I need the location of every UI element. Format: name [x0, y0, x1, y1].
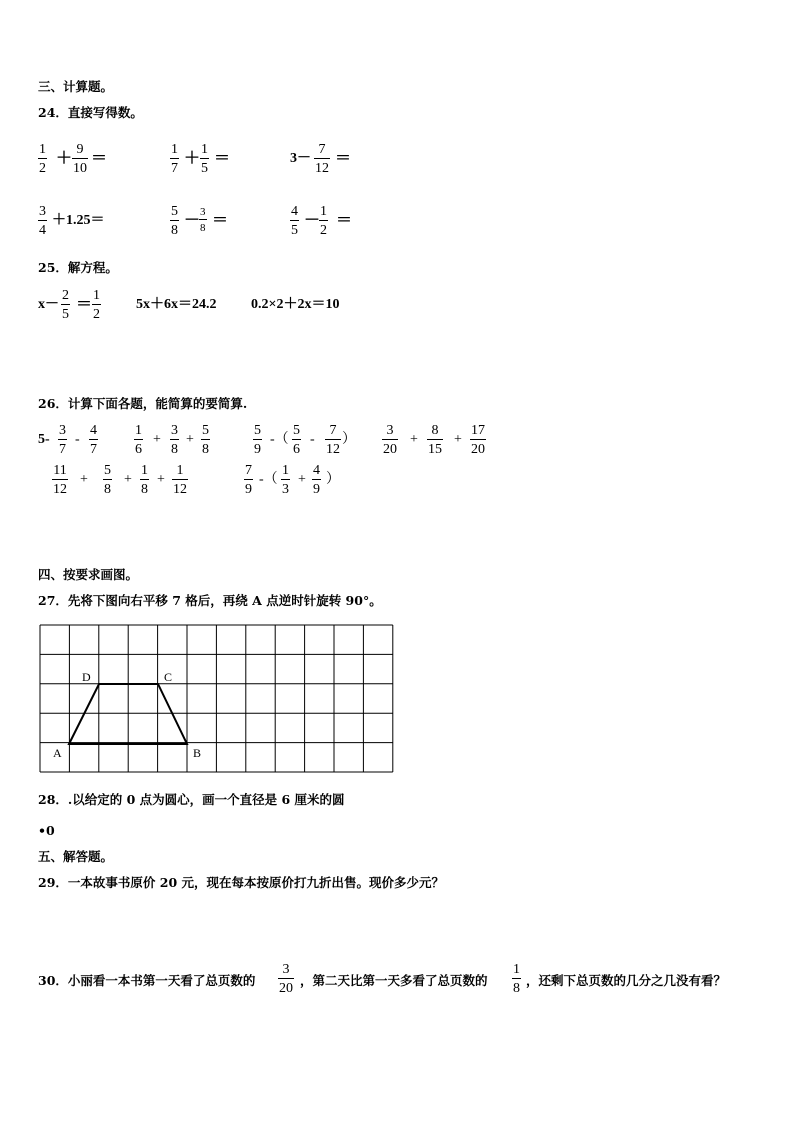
- operator: -: [310, 432, 315, 447]
- operator: +: [80, 472, 88, 487]
- vertex-label-a: A: [53, 746, 62, 760]
- fraction: 1 7: [171, 142, 178, 176]
- section-5-title: 五、解答题。: [38, 849, 114, 864]
- equals: ＝: [336, 212, 353, 229]
- fraction: 4 5: [291, 204, 298, 238]
- grid: [40, 625, 393, 772]
- fraction: 7 12: [315, 142, 329, 176]
- fraction: 7 12: [326, 423, 340, 457]
- fraction: 9 10: [73, 142, 87, 176]
- q28-title: 28．.以给定的 0 点为圆心，画一个直径是 6 厘米的圆: [38, 792, 345, 807]
- operator: +: [410, 432, 418, 447]
- fraction: 17 20: [471, 423, 485, 457]
- equals: ＝: [335, 150, 352, 167]
- operator: +: [157, 472, 165, 487]
- fraction: 1 12: [173, 463, 187, 497]
- fraction: 1 2: [39, 142, 46, 176]
- vertex-label-c: C: [164, 670, 173, 684]
- fraction: 8 15: [428, 423, 442, 457]
- operator: ＋: [56, 150, 73, 167]
- q24-title: 24．直接写得数。: [38, 105, 143, 120]
- fraction: 4 7: [90, 423, 97, 457]
- fraction: 1 8: [513, 962, 520, 996]
- fraction: 1 5: [201, 142, 208, 176]
- fraction: 3 20: [279, 962, 293, 996]
- q30-text-3: ，还剩下总页数的几分之几没有看？: [526, 973, 727, 988]
- operator: -（: [270, 432, 289, 447]
- operator: -: [75, 432, 80, 447]
- fraction: 3 8: [171, 423, 178, 457]
- operator: +: [186, 432, 194, 447]
- q25-equation-2: 5x＋6x＝24.2: [136, 297, 217, 312]
- fraction: 1 8: [141, 463, 148, 497]
- operator: +: [298, 472, 306, 487]
- fraction: 4 9: [313, 463, 320, 497]
- fraction: 1 6: [135, 423, 142, 457]
- fraction: 3 7: [59, 423, 66, 457]
- operator: -（: [259, 472, 278, 487]
- expression-rest: ＋1.25＝: [52, 213, 105, 228]
- section-3-title: 三、计算题。: [38, 79, 114, 94]
- q29-title: 29．一本故事书原价 20 元，现在每本按原价打九折出售。现价多少元？: [38, 875, 444, 890]
- fraction: 2 5: [62, 288, 69, 322]
- expression-prefix: 5-: [38, 432, 50, 447]
- operator: +: [124, 472, 132, 487]
- fraction-small: 3 8: [200, 206, 206, 234]
- vertex-label-d: D: [82, 670, 91, 684]
- expression-prefix: x－: [38, 297, 59, 312]
- operator: +: [454, 432, 462, 447]
- q30-text-1: 30．小丽看一本书第一天看了总页数的: [38, 973, 256, 988]
- operator: ＋: [184, 150, 201, 167]
- section-4-title: 四、按要求画图。: [38, 567, 139, 582]
- fraction: 5 6: [293, 423, 300, 457]
- operator: －: [304, 212, 321, 229]
- equals: ＝: [76, 296, 93, 313]
- fraction: 7 9: [245, 463, 252, 497]
- fraction: 1 2: [93, 288, 100, 322]
- equals: ＝: [214, 150, 231, 167]
- paren-close: ）: [342, 432, 356, 447]
- equals: ＝: [91, 150, 108, 167]
- fraction: 1 3: [282, 463, 289, 497]
- operator: －: [184, 212, 201, 229]
- equals: ＝: [212, 212, 229, 229]
- fraction: 5 8: [104, 463, 111, 497]
- fraction: 3 4: [39, 204, 46, 238]
- q25-equation-3: 0.2×2＋2x＝10: [251, 297, 340, 312]
- fraction: 11 12: [53, 463, 67, 497]
- q25-title: 25．解方程。: [38, 260, 118, 275]
- fraction: 5 8: [171, 204, 178, 238]
- operator: +: [153, 432, 161, 447]
- fraction: 5 9: [254, 423, 261, 457]
- q27-title: 27．先将下图向右平移 7 格后，再绕 A 点逆时针旋转 90°。: [38, 593, 382, 608]
- paren-close: ）: [326, 472, 340, 487]
- fraction: 1 2: [320, 204, 327, 238]
- fraction: 3 20: [383, 423, 397, 457]
- fraction: 5 8: [202, 423, 209, 457]
- q28-center-point: •0: [38, 823, 55, 838]
- vertex-label-b: B: [193, 746, 202, 760]
- q26-title: 26．计算下面各题，能简算的要简算.: [38, 396, 248, 411]
- expression-prefix: 3－: [290, 151, 311, 166]
- q30-text-2: ，第二天比第一天多看了总页数的: [300, 973, 488, 988]
